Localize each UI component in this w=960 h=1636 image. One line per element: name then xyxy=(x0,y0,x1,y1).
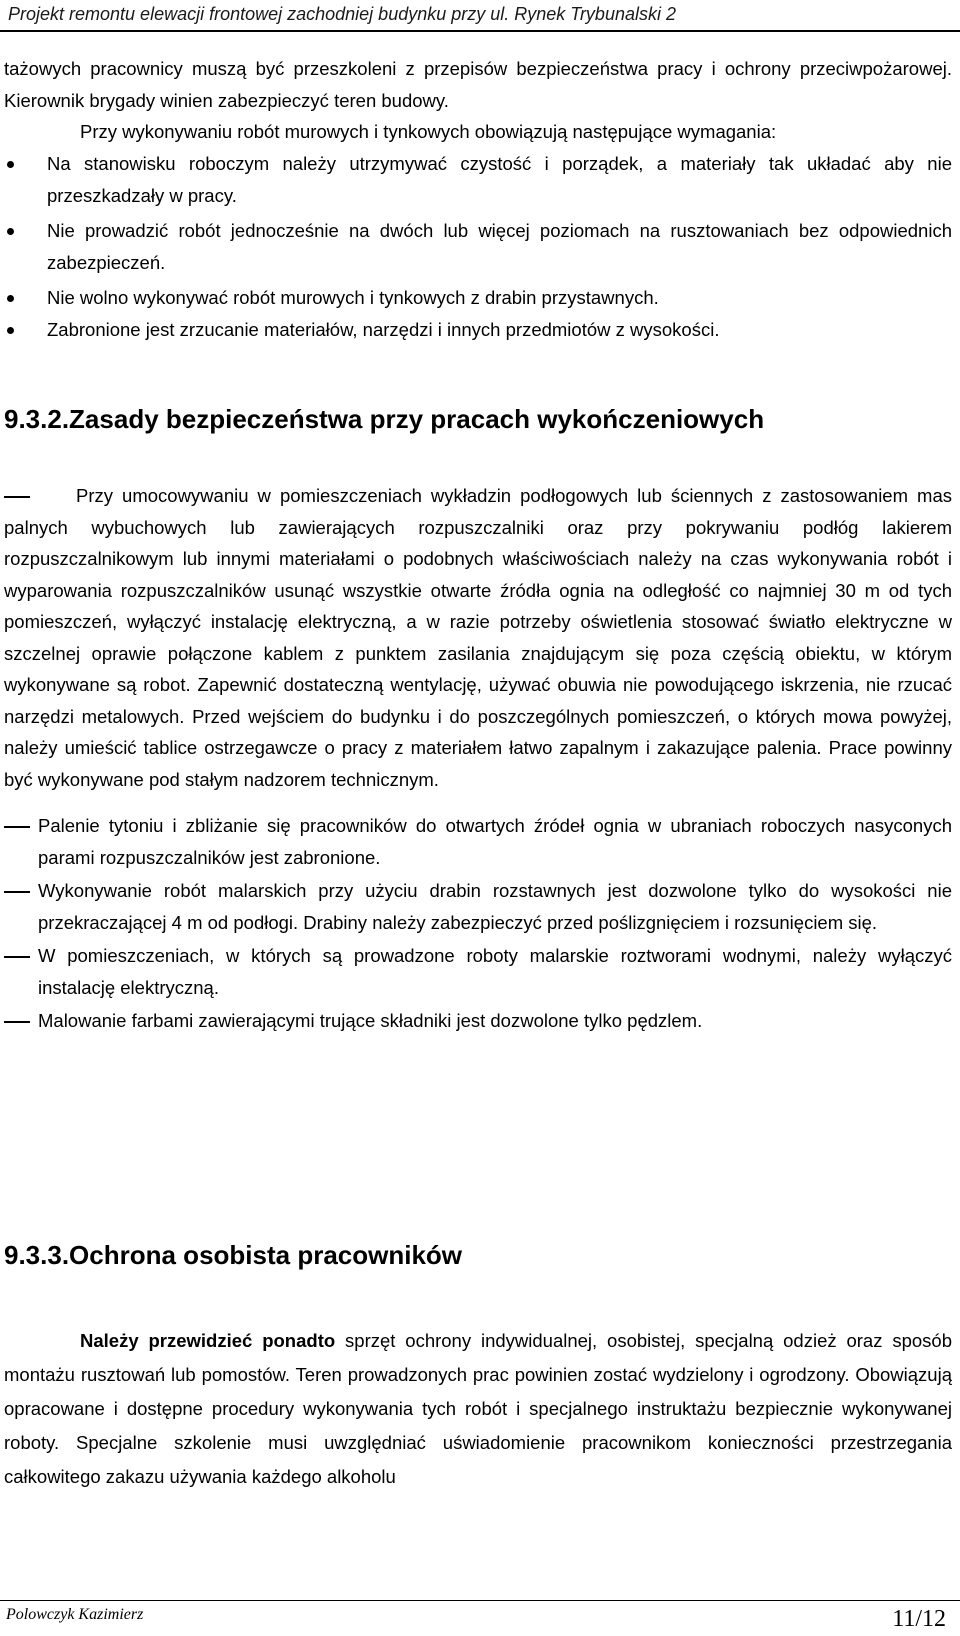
dash-icon xyxy=(4,826,30,828)
list-item xyxy=(0,148,952,211)
bullet-icon xyxy=(7,228,14,235)
list-item-text: Przy umocowywaniu w pomieszczeniach wykładzin podłogowych lub ściennych z zastosowaniem mas palnych wybuchowych lub zawierających rozpuszczalniki oraz przy pokrywaniu podłóg lakierem rozpuszczalnikowym lub innymi materiałami o podobnych właściwościach należy na czas wykonywania robót i wyparowania rozpuszczalników usunąć wszystkie otwarte źródła ognia na odległość co najmniej 30 m od tych pomieszczeń, wyłączyć instalację elektryczną, a w razie potrzeby oświetlenia stosować światło elektryczne w szczelnej oprawie połączone kablem z punktem zasilania znajdującym się poza częścią obiektu, w którym wykonywane są robot. Zapewnić dostateczną wentylację, używać obuwia nie powodującego iskrzenia, nie rzucać narzędzi metalowych. Przed wejściem do budynku i do poszczególnych pomieszczeń, o których mowa powyżej, należy umieścić tablice ostrzegawcze o pracy z materiałem łatwo zapalnym i zakazujące palenia. Prace powinny być wykonywane pod stałym nadzorem technicznym. xyxy=(4,485,952,790)
list-item-text: Nie wolno wykonywać robót murowych i tynkowych z drabin przystawnych. xyxy=(47,287,659,308)
section-heading: 9.3.2.Zasady bezpieczeństwa przy pracach wykończeniowych xyxy=(4,404,765,434)
page-number: 11/12 xyxy=(892,1606,946,1632)
dash-icon xyxy=(4,496,30,498)
list-item-text: W pomieszczeniach, w których są prowadzone roboty malarskie roztworami wodnymi, należy wyłączyć instalację elektryczną. xyxy=(38,945,952,998)
list-item xyxy=(0,810,952,873)
list-item-text: Wykonywanie robót malarskich przy użyciu drabin rozstawnych jest dozwolone tylko do wysokości nie przekraczającej 4 m od podłogi. Drabiny należy zabezpieczyć przed poślizgnięciem i rozsunięciem się. xyxy=(38,880,952,933)
dash-icon xyxy=(4,956,30,958)
list-item-text: Nie prowadzić robót jednocześnie na dwóch lub więcej poziomach na rusztowaniach bez odpowiednich zabezpieczeń. xyxy=(47,220,952,273)
list-item-text: Malowanie farbami zawierającymi trujące składniki jest dozwolone tylko pędzlem. xyxy=(38,1010,703,1031)
list-item xyxy=(0,875,952,938)
intro-continuation: tażowych pracownicy muszą być przeszkoleni z przepisów bezpieczeństwa pracy i ochrony przeciwpożarowej. Kierownik brygady winien zabezpieczyć teren budowy. xyxy=(4,58,952,111)
intro-lead: Przy wykonywaniu robót murowych i tynkowych obowiązują następujące wymagania: xyxy=(80,121,777,142)
protection-text xyxy=(4,1324,952,1494)
bullet-icon xyxy=(7,327,14,334)
bold-lead: Należy przewidzieć ponadto xyxy=(80,1330,336,1351)
page-header xyxy=(0,0,960,36)
protection-paragraph xyxy=(4,1324,952,1494)
safety-rules-list xyxy=(0,480,952,1037)
bullet-icon xyxy=(7,161,14,168)
list-item-text: Na stanowisku roboczym należy utrzymywać czystość i porządek, a materiały tak układać aby nie przeszkadzały w pracy. xyxy=(47,153,952,206)
paragraph-text: sprzęt ochrony indywidualnej, osobistej, specjalną odzież oraz sposób montażu rusztowań lub pomostów. Teren prowadzonych prac powinien zostać wydzielony i ogrodzony. Obowiązują opracowane i dostępne procedury wykonywania tych robót i specjalnego instruktażu bezpiecznie wykonywanej roboty. Specjalne szkolenie musi uwzględniać uświadomienie pracownikom konieczności przestrzegania całkowitego zakazu używania każdego alkoholu xyxy=(4,1330,952,1487)
list-item xyxy=(0,480,952,795)
bullet-icon xyxy=(7,295,14,302)
list-item xyxy=(0,314,952,346)
header-title: Projekt remontu elewacji frontowej zachodniej budynku przy ul. Rynek Trybunalski 2 xyxy=(8,4,676,24)
dash-icon xyxy=(4,1021,30,1023)
intro-paragraph xyxy=(4,53,952,148)
list-item xyxy=(0,215,952,278)
page-footer xyxy=(0,1600,960,1636)
header-rule xyxy=(0,30,960,32)
list-item xyxy=(0,1005,952,1037)
list-item xyxy=(0,940,952,1003)
dash-icon xyxy=(4,891,30,893)
section-heading: 9.3.3.Ochrona osobista pracowników xyxy=(4,1240,463,1270)
requirements-list xyxy=(0,148,952,345)
list-item xyxy=(0,282,952,314)
list-item-text: Zabronione jest zrzucanie materiałów, narzędzi i innych przedmiotów z wysokości. xyxy=(47,318,720,340)
footer-author: Polowczyk Kazimierz xyxy=(6,1606,144,1623)
list-item-text: Palenie tytoniu i zbliżanie się pracowników do otwartych źródeł ognia w ubraniach roboczych nasyconych parami rozpuszczalników jest zabronione. xyxy=(38,815,952,868)
footer-rule xyxy=(0,1600,960,1601)
